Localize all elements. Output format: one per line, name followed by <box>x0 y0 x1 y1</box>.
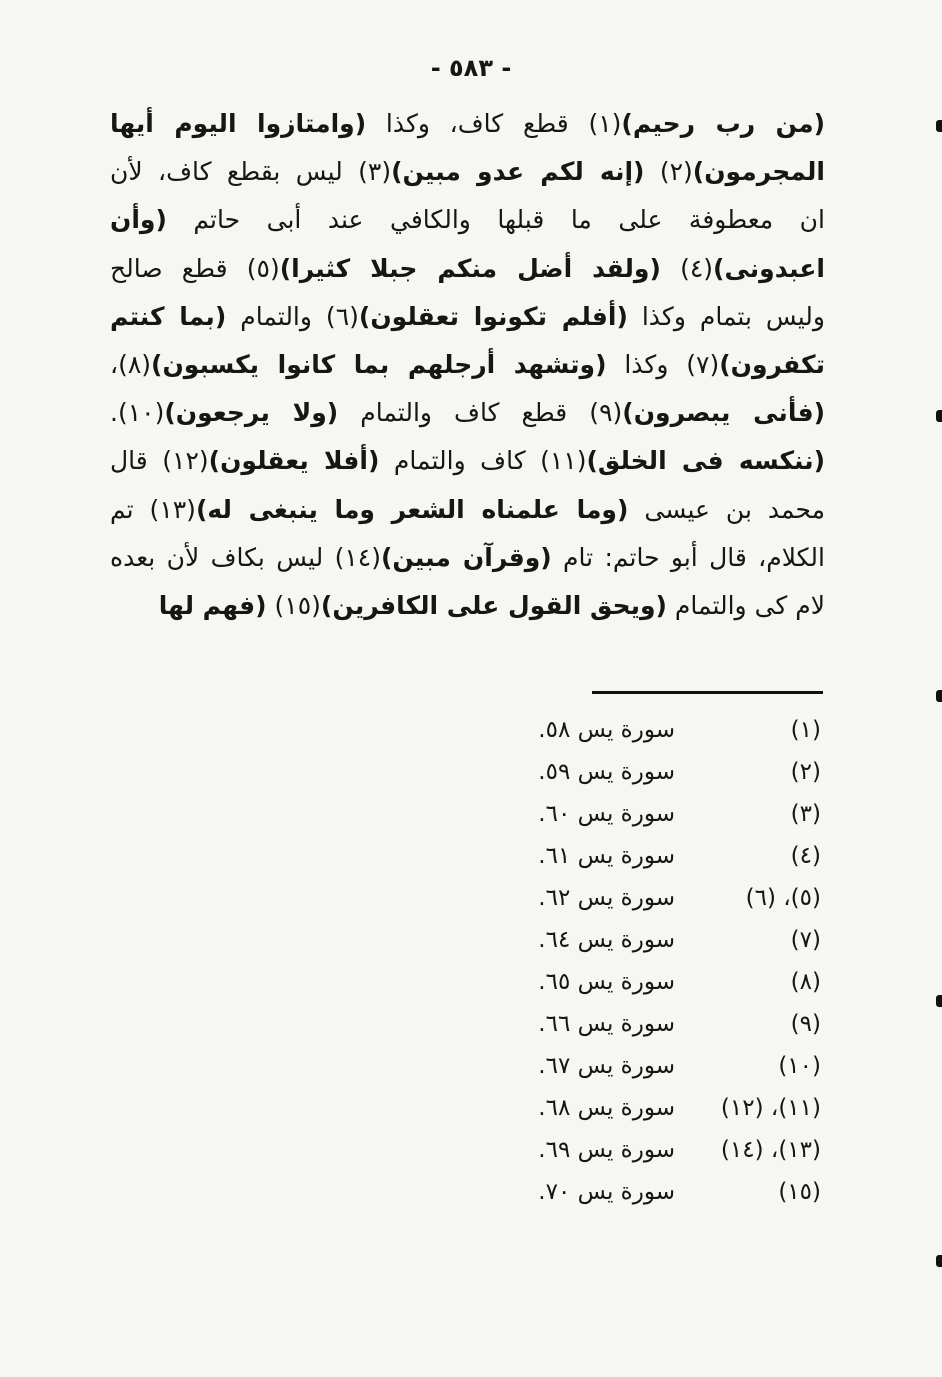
footnote-text: سورة يس ٦٥. <box>538 969 675 995</box>
quran-quote: (ننكسه فى الخلق) <box>586 446 825 476</box>
body-line <box>110 389 825 437</box>
body-text: (١٥) <box>266 591 321 621</box>
body-text: (١٤) ليس بكاف لأن بعده <box>110 542 381 572</box>
body-text: الكلام، قال أبو حاتم: تام <box>551 542 825 572</box>
quran-quote: المجرمون) <box>692 157 825 187</box>
footnotes-list <box>400 709 825 1213</box>
footnote-number: (١٠) <box>778 1053 821 1079</box>
quran-quote: (من رب رحيم) <box>621 109 825 138</box>
edge-mark <box>936 120 942 132</box>
quran-quote: اعبدونى) <box>713 253 825 283</box>
footnote-text: سورة يس ٥٨. <box>538 717 675 743</box>
footnote <box>400 709 825 751</box>
quran-quote: (ولا يرجعون) <box>164 398 339 428</box>
body-text: (١١) كاف والتمام <box>379 446 587 476</box>
body-line <box>110 245 825 293</box>
main-text <box>110 100 825 630</box>
footnote-text: سورة يس ٦٤. <box>538 927 675 953</box>
body-text: (١٣) تم <box>110 494 196 524</box>
body-text: (٢) <box>644 157 693 187</box>
body-text: (٧) وكذا <box>606 350 720 380</box>
body-text: لام كى والتمام <box>666 591 825 621</box>
body-text: (١) قطع كاف، وكذا <box>366 109 622 138</box>
edge-mark <box>936 410 942 422</box>
footnote-number: (١٣)، (١٤) <box>720 1137 821 1163</box>
body-text: محمد بن عيسى <box>628 494 825 524</box>
footnote-number: (٣) <box>790 801 821 827</box>
footnote <box>400 1045 825 1087</box>
footnote-text: سورة يس ٦٩. <box>538 1137 675 1163</box>
footnote-number: (١٥) <box>778 1179 821 1205</box>
footnote-number: (٢) <box>790 759 821 785</box>
quran-quote: (وتشهد أرجلهم بما كانوا يكسبون) <box>151 350 607 380</box>
footnote <box>400 793 825 835</box>
body-line <box>110 341 825 389</box>
body-text: (٩) قطع كاف والتمام <box>338 398 623 428</box>
quran-quote: (ويحق القول على الكافرين) <box>320 591 667 621</box>
quran-quote: (فهم لها <box>158 591 267 621</box>
quran-quote: (بما كنتم <box>110 301 227 331</box>
body-text: وليس بتمام وكذا <box>627 301 825 331</box>
quran-quote: (ولقد أضل منكم جبلا كثيرا) <box>279 253 661 283</box>
footnote <box>400 1003 825 1045</box>
body-text: (٣) ليس بقطع كاف، لأن <box>110 157 392 187</box>
body-text: ان معطوفة على ما قبلها والكافي عند أبى حاتم <box>166 205 825 235</box>
quran-quote: (وما علمناه الشعر وما ينبغى له) <box>195 494 629 524</box>
footnote-number: (٤) <box>790 843 821 869</box>
footnote-text: سورة يس ٦٠. <box>538 801 675 827</box>
footnote <box>400 1087 825 1129</box>
footnote-number: (١) <box>790 717 821 743</box>
footnote-text: سورة يس ٧٠. <box>538 1179 675 1205</box>
footnote <box>400 751 825 793</box>
footnote-text: سورة يس ٦١. <box>538 843 675 869</box>
quran-quote: (أفلا يعقلون) <box>208 446 380 476</box>
footnote-number: (٥)، (٦) <box>745 885 821 911</box>
quran-quote: (وامتازوا اليوم أيها <box>110 109 367 138</box>
footnote <box>400 877 825 919</box>
footnote-text: سورة يس ٦٢. <box>538 885 675 911</box>
quran-quote: تكفرون) <box>719 350 825 380</box>
body-text: (١٢) قال <box>110 446 209 476</box>
footnote-text: سورة يس ٦٧. <box>538 1053 675 1079</box>
footnote-number: (٧) <box>790 927 821 953</box>
edge-mark <box>936 995 942 1007</box>
footnote-text: سورة يس ٥٩. <box>538 759 675 785</box>
body-line <box>110 534 825 582</box>
footnote-number: (١١)، (١٢) <box>720 1095 821 1121</box>
footnote-number: (٩) <box>790 1011 821 1037</box>
footnote-text: سورة يس ٦٨. <box>538 1095 675 1121</box>
quran-quote: (فأنى يبصرون) <box>622 398 825 428</box>
body-line <box>110 437 825 485</box>
body-line <box>110 148 825 196</box>
quran-quote: (أفلم تكونوا تعقلون) <box>358 301 628 331</box>
body-line <box>110 582 825 630</box>
body-line <box>110 486 825 534</box>
body-text: (٥) قطع صالح <box>110 253 280 283</box>
edge-mark <box>936 1255 942 1267</box>
footnote-divider <box>592 691 823 694</box>
footnote-text: سورة يس ٦٦. <box>538 1011 675 1037</box>
footnote-number: (٨) <box>790 969 821 995</box>
page-number: - ٥٨٣ - <box>430 54 512 82</box>
footnote <box>400 835 825 877</box>
footnote <box>400 1171 825 1213</box>
quran-quote: (إنه لكم عدو مبين) <box>391 157 645 187</box>
body-text: (١٠). <box>110 398 165 428</box>
body-text: (٤) <box>660 253 714 283</box>
quran-quote: (وأن <box>110 205 167 235</box>
footnote <box>400 1129 825 1171</box>
body-text: (٨)، <box>110 350 152 380</box>
footnote <box>400 919 825 961</box>
body-line <box>110 293 825 341</box>
body-line <box>110 196 825 244</box>
footnote <box>400 961 825 1003</box>
edge-mark <box>936 690 942 702</box>
body-line <box>110 100 825 148</box>
body-text: (٦) والتمام <box>226 301 359 331</box>
quran-quote: (وقرآن مبين) <box>380 542 552 572</box>
